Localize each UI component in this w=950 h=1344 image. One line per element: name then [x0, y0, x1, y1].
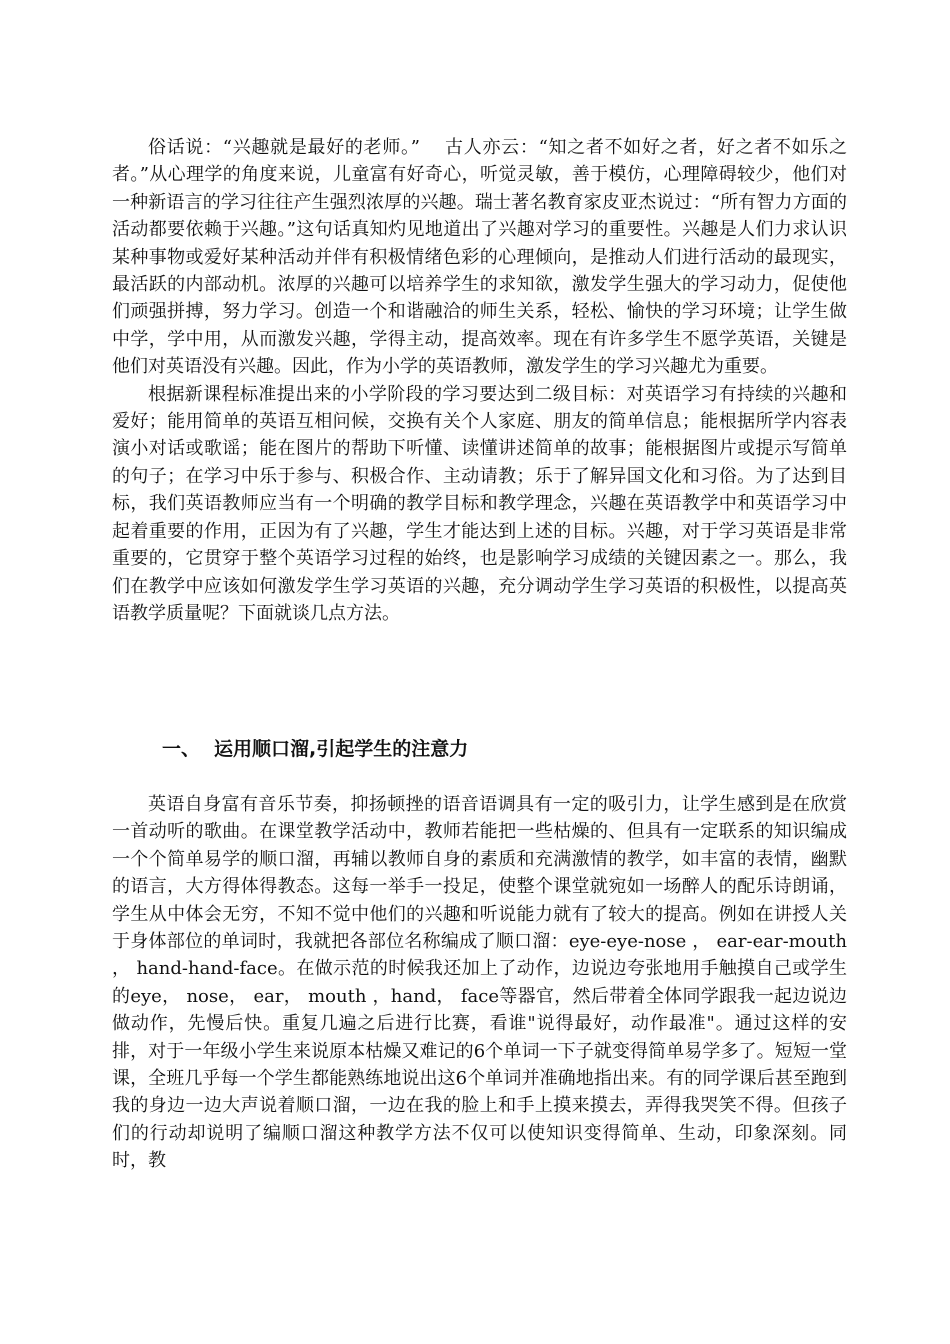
section-number: 一、: [162, 738, 201, 760]
paragraph-rhymes-method: 英语自身富有音乐节奏，抑扬顿挫的语音语调具有一定的吸引力，让学生感到是在欣赏一首动听的歌曲。在课堂教学活动中，教师若能把一些枯燥的、但具有一定联系的知识编成一个个简单易学的顺口溜，再辅以教师自身的素质和充满激情的教学，如丰富的表情，幽默的语言，大方得体得教态。这每一举手一投足，使整个课堂就宛如一场醉人的配乐诗朗诵，学生从中体会无穷，不知不觉中他们的兴趣和听说能力就有了较大的提高。例如在讲授人关于身体部位的单词时，我就把各部位名称编成了顺口溜：eye-eye-nose ， ear-ear-mouth ， hand-hand-face。在做示范的时候我还加上了动作，边说边夸张地用手触摸自己或学生的eye， nose， ear， mouth ，hand， face等器官，然后带着全体同学跟我一起边说边做动作，先慢后快。重复几遍之后进行比赛，看谁"说得最好，动作最准"。通过这样的安排，对于一年级小学生来说原本枯燥又难记的6个单词一下子就变得简单易学多了。短短一堂课，全班几乎每一个学生都能熟练地说出这6个单词并准确地指出来。有的同学课后甚至跑到我的身边一边大声说着顺口溜，一边在我的脸上和手上摸来摸去，弄得我哭笑不得。但孩子们的行动却说明了编顺口溜这种教学方法不仅可以使知识变得简单、生动，印象深刻。同时，教: [112, 794, 847, 1172]
intro-section: [112, 134, 847, 627]
paragraph-interest-quotes: 俗话说：“兴趣就是最好的老师。” 古人亦云：“知之者不如好之者，好之者不如乐之者。”从心理学的角度来说，儿童富有好奇心，听觉灵敏，善于模仿，心理障碍较少，他们对一种新语言的学习往往产生强烈浓厚的兴趣。瑞士著名教育家皮亚杰说过：“所有智力方面的活动都要依赖于兴趣。”这句话真知灼见地道出了兴趣对学习的重要性。兴趣是人们力求认识某种事物或爱好某种活动并伴有积极情绪色彩的心理倾向，是推动人们进行活动的最现实，最活跃的内部动机。浓厚的兴趣可以培养学生的求知欲，激发学生强大的学习动力，促使他们顽强拼搏，努力学习。创造一个和谐融洽的师生关系，轻松、愉快的学习环境；让学生做中学，学中用，从而激发兴趣，学得主动，提高效率。现在有许多学生不愿学英语，关键是他们对英语没有兴趣。因此，作为小学的英语教师，激发学生的学习兴趣尤为重要。: [112, 137, 847, 378]
section-heading: [162, 734, 468, 761]
section-title: 运用顺口溜,引起学生的注意力: [214, 738, 469, 760]
section-body: [112, 791, 847, 1175]
paragraph-curriculum-goals: 根据新课程标准提出来的小学阶段的学习要达到二级目标：对英语学习有持续的兴趣和爱好；能用简单的英语互相问候，交换有关个人家庭、朋友的简单信息；能根据所学内容表演小对话或歌谣；能在图片的帮助下听懂、读懂讲述简单的故事；能根据图片或提示写简单的句子；在学习中乐于参与、积极合作、主动请教；乐于了解异国文化和习俗。为了达到目标，我们英语教师应当有一个明确的教学目标和教学理念，兴趣在英语教学中和英语学习中起着重要的作用，正因为有了兴趣，学生才能达到上述的目标。兴趣，对于学习英语是非常重要的，它贯穿于整个英语学习过程的始终，也是影响学习成绩的关键因素之一。那么，我们在教学中应该如何激发学生学习英语的兴趣，充分调动学生学习英语的积极性，以提高英语教学质量呢？下面就谈几点方法。: [112, 383, 847, 624]
